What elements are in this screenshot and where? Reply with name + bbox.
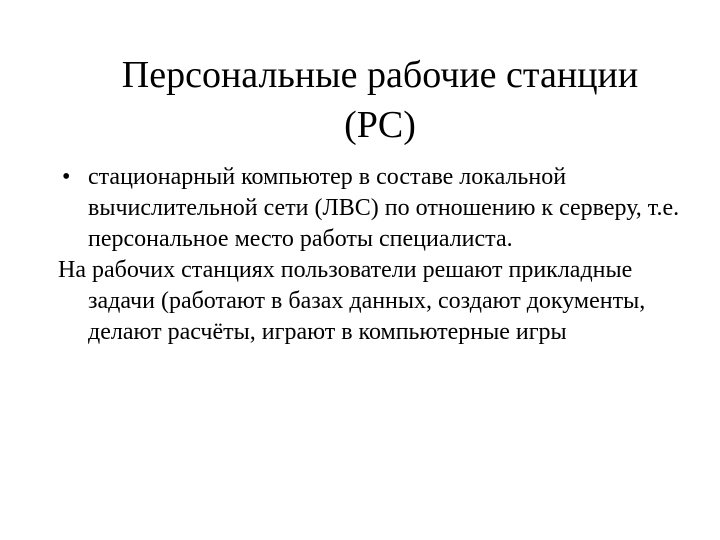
- slide-title-line-1: Персональные рабочие станции: [121, 54, 639, 96]
- bullet-item: [58, 162, 698, 255]
- body-paragraph: На рабочих станциях пользователи решают прикладные задачи (работают в базах данных, создают документы, делают расчёты, играют в компьютерные игры: [58, 257, 646, 345]
- slide-body: [58, 162, 698, 348]
- bullet-icon: •: [62, 164, 71, 190]
- bullet-text: стационарный компьютер в составе локальной вычислительной сети (ЛВС) по отношению к серверу, т.е. персональное место работы специалиста.: [88, 164, 680, 252]
- slide-title-line-2: (PC): [344, 104, 416, 146]
- slide-title: [60, 50, 700, 150]
